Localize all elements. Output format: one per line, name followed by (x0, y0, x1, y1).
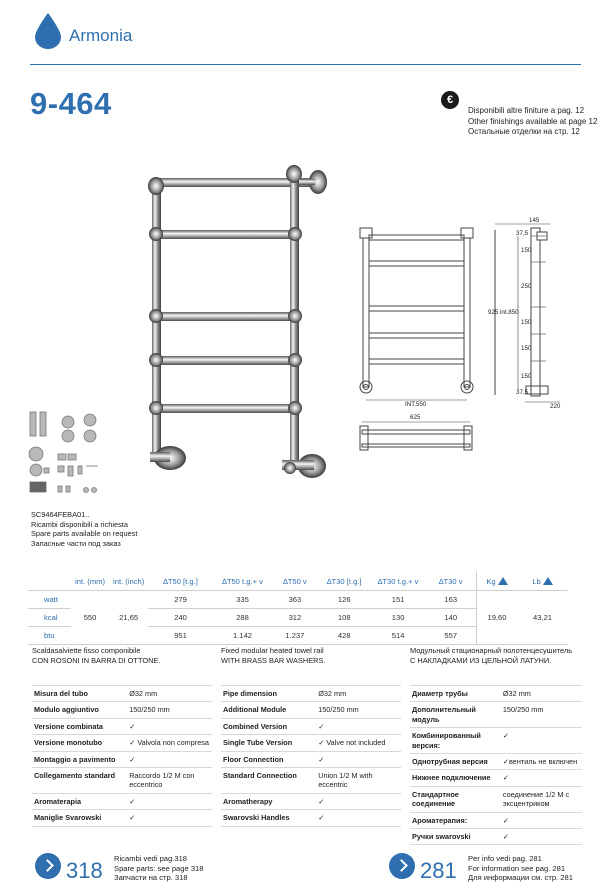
spec-row: Additional Module 150/250 mm (221, 702, 401, 718)
header-divider (30, 64, 581, 65)
spec-row: Aromatherapy ✓ (221, 793, 401, 809)
dim-int550: INT.550 (405, 401, 427, 408)
spec-row: Montaggio a pavimento ✓ (32, 751, 212, 767)
finishes-note (468, 106, 597, 138)
spec-column-english (221, 646, 401, 827)
water-drop-icon (33, 12, 63, 50)
spec-row: Диаметр трубы Ø32 mm (410, 686, 582, 702)
spec-row: Swarovski Handles ✓ (221, 810, 401, 826)
spec-row: Misura del tubo Ø32 mm (32, 686, 212, 702)
spec-row: Maniglie Svarowski ✓ (32, 810, 212, 826)
spec-row: Versione monotubo ✓ Valvola non compresa (32, 735, 212, 751)
model-number: 9-464 (30, 86, 112, 121)
finishes-line: Other finishings available at page 12 (468, 116, 598, 126)
finishes-line: Disponibili altre finiture a pag. 12 (468, 106, 585, 115)
col-header: ∆T50 v (272, 572, 318, 591)
spare-parts-reference: Ricambi vedi pag.318 Spare parts: see page 318 Запчасти на стр. 318 (114, 854, 204, 883)
spec-row: Single Tube Version ✓ Valve not included (221, 735, 401, 751)
dim-250: 250 (521, 283, 532, 290)
spec-heading: Fixed modular heated towel rail WITH BRASS BAR WASHERS. (221, 646, 326, 665)
col-header-kg: Kg (476, 572, 517, 591)
spec-row: Pipe dimension Ø32 mm (221, 686, 401, 702)
spec-column-russian (410, 646, 582, 845)
spare-parts-code: SC9464FEBA01.. (31, 510, 90, 519)
spec-row: Стандартное соединение соединение 1/2 M с эксцентриком (410, 786, 582, 812)
spec-row: Combined Version ✓ (221, 718, 401, 734)
brand-name: Armonia (69, 26, 133, 45)
spec-table (32, 685, 212, 827)
lb-cell: 43,21 (517, 591, 568, 645)
spec-row: Ароматерапия: ✓ (410, 812, 582, 828)
page-number-318[interactable]: 318 (66, 858, 103, 883)
spare-parts-line: Spare parts available on request (31, 529, 138, 539)
page-link-281-button[interactable] (389, 853, 415, 879)
euro-icon: € (441, 91, 459, 109)
chevron-right-icon (41, 859, 54, 872)
spec-row: Modulo aggiuntivo 150/250 mm (32, 702, 212, 718)
col-header-lb: Lb (517, 572, 568, 591)
dim-925: 925 (488, 309, 499, 316)
info-reference: Per info vedi pag. 281 For information see pag. 281 Для информации см. стр. 281 (468, 854, 573, 883)
page-number-281[interactable]: 281 (420, 858, 457, 883)
col-header: ∆T50 t.g.+ v (213, 572, 272, 591)
finishes-line: Остальные отделки на стр. 12 (468, 127, 580, 136)
weight-icon (498, 577, 508, 585)
spec-row: Floor Connection ✓ (221, 751, 401, 767)
dim-int850: int.850 (500, 309, 519, 316)
table-row: watt 550 21,65 279 335 363 126 151 163 19,60 43,21 (28, 591, 568, 609)
spec-row: Дополнительный модуль 150/250 mm (410, 702, 582, 728)
dim-150-d: 150 (521, 373, 532, 380)
int-mm-cell: 550 (71, 591, 110, 645)
spare-parts-line: Ricambi disponibili a richiesta (31, 519, 128, 529)
spec-row: Versione combinata ✓ (32, 718, 212, 734)
col-header: ∆T30 t.g.+ v (371, 572, 426, 591)
towel-rail-photo (140, 160, 330, 480)
dim-625: 625 (410, 414, 421, 421)
spec-heading: Scaldasalviette fisso componibile CON ROSONI IN BARRA DI OTTONE. (32, 646, 161, 665)
page-link-318-button[interactable] (35, 853, 61, 879)
col-header: ∆T50 [t.g.] (148, 572, 213, 591)
spare-parts-image (28, 408, 108, 504)
int-inch-cell: 21,65 (109, 591, 148, 645)
col-header: ∆T30 v (426, 572, 477, 591)
chevron-right-icon (395, 859, 408, 872)
spec-row: Однотрубная версия ✓вентиль не включен (410, 754, 582, 770)
spare-parts-line: Запасные части под заказ (31, 538, 121, 548)
technical-drawing (350, 210, 590, 480)
table-row: btu 951 1.142 1.237 428 514 557 (28, 627, 568, 645)
spec-table (221, 685, 401, 827)
col-header: int. (inch) (109, 572, 148, 591)
spec-row: Collegamento standard Raccordo 1/2 M con eccentrico (32, 768, 212, 794)
dim-37-5-bot: 37,5 (516, 389, 529, 396)
dim-150-b: 150 (521, 319, 532, 326)
spec-heading: Модульный стационарный полотенцесушитель С НАКЛАДКАМИ ИЗ ЦЕЛЬНОЙ ЛАТУНИ. (410, 646, 573, 665)
dim-150-c: 150 (521, 345, 532, 352)
col-header: ∆T30 [t.g.] (318, 572, 371, 591)
spec-row: Aromaterapia ✓ (32, 793, 212, 809)
kg-cell: 19,60 (476, 591, 517, 645)
spec-row: Ручки swarovski ✓ (410, 829, 582, 845)
dim-145: 145 (529, 217, 540, 224)
spec-row: Комбинированный версия: ✓ (410, 728, 582, 754)
dim-150-a: 150 (521, 247, 532, 254)
col-header: int. (mm) (71, 572, 110, 591)
spec-table (410, 685, 582, 845)
table-row: kcal 240 288 312 108 130 140 (28, 609, 568, 627)
weight-icon (543, 577, 553, 585)
dim-220: 220 (550, 403, 561, 410)
spec-row: Нижнее подключение ✓ (410, 770, 582, 786)
spec-row: Standard Connection Union 1/2 M with eccentric (221, 768, 401, 794)
spec-column-italian (32, 646, 212, 827)
spare-parts-note (31, 510, 137, 548)
table-header-row (28, 572, 568, 591)
thermal-data-table (28, 572, 568, 645)
dim-37-5-top: 37,5 (516, 230, 529, 237)
